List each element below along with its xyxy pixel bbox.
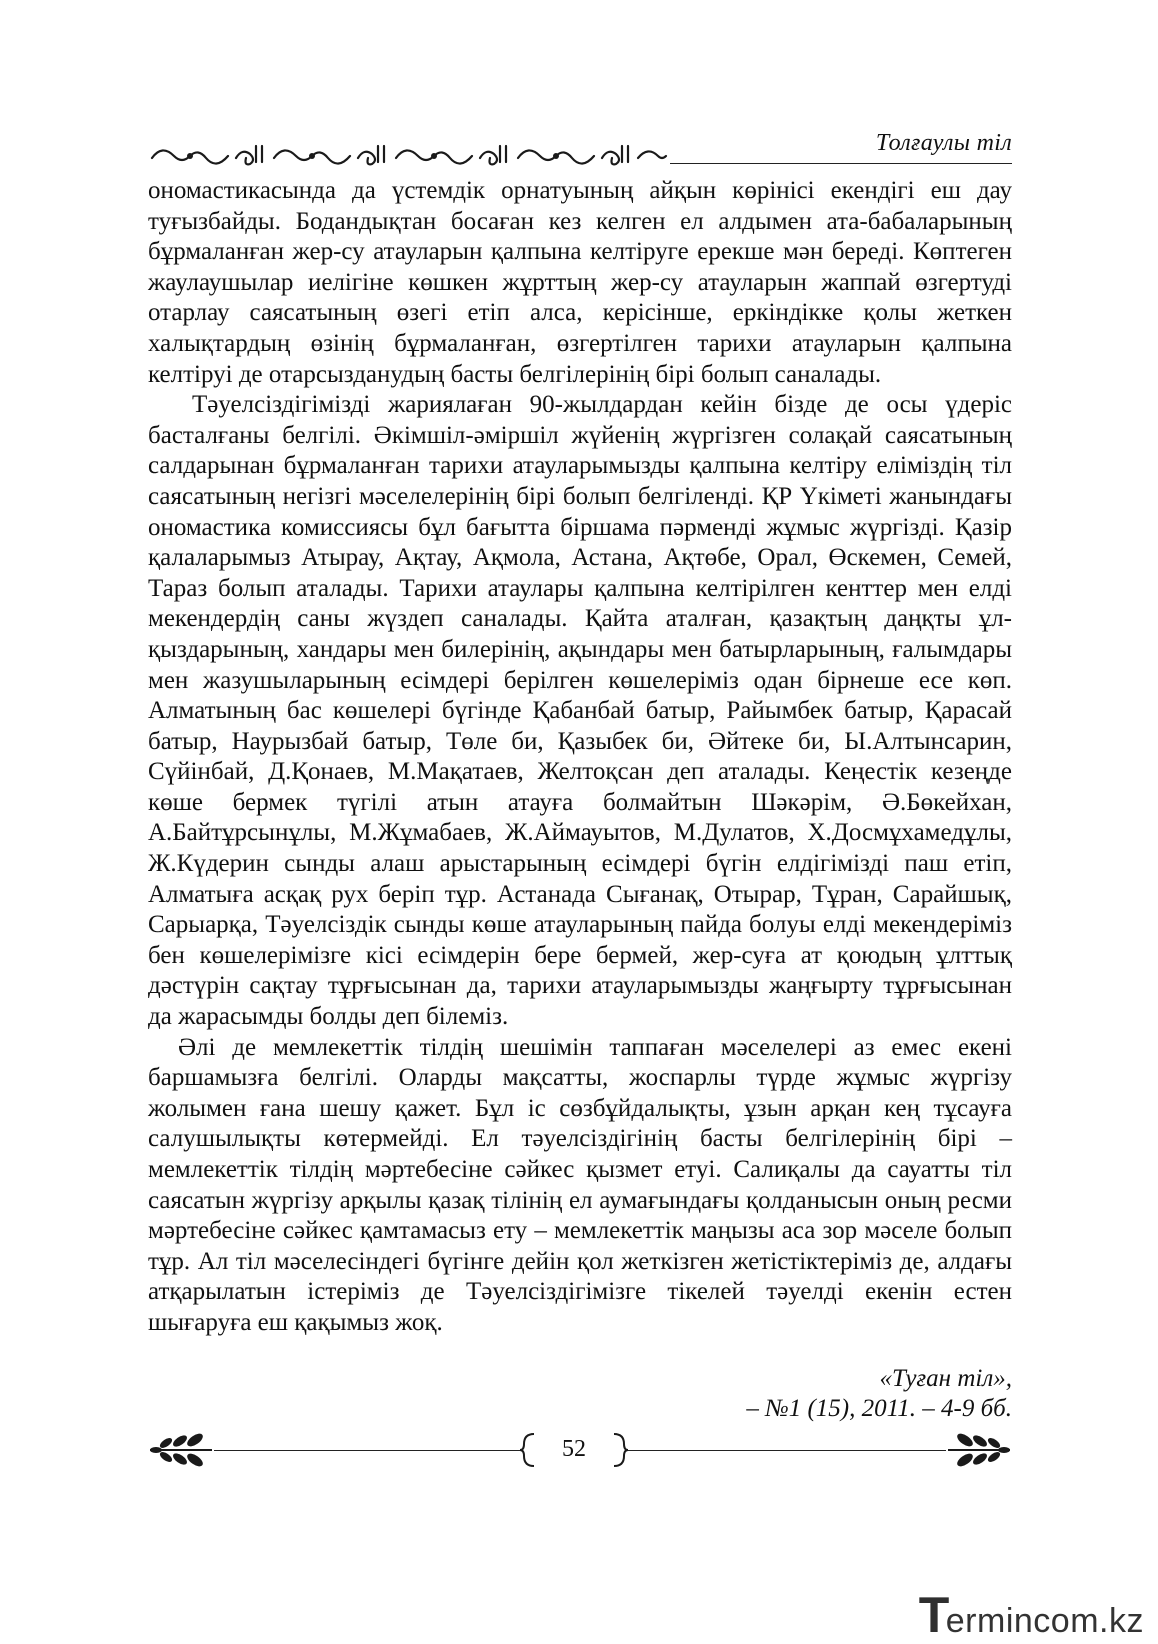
watermark-logo — [919, 1586, 1144, 1644]
source-issue: – №1 (15), 2011. – 4-9 бб. — [746, 1395, 1012, 1422]
header-rule — [670, 163, 1012, 164]
paragraph-3: Әлі де мемлекеттік тілдің шешімін таппаған мәселелері аз емес екені баршамызға белгілі. Оларды мақсатты, жоспарлы түрде жұмыс жүргізу жолымен ғана шешу қажет. Бұл іс сөзбұйдалықты, ұзын арқан кең тұсауға салушылықты көтермейді. Ел тәуелсіздігінің басты белгілерінің бірі – мемлекеттік тілдің мәртебесіне сәйкес қызмет етуі. Салиқалы да сауатты тіл саясатын жүргізу арқылы қазақ тілінің ел аумағындағы қолданысын оның ресми мәртебесіне сәйкес қамтамасыз ету – мемлекеттік маңызы аса зор мәселе болып тұр. Ал тіл мәселесіндегі бүгінге дейін қол жеткізген жетістіктеріміз де, алдағы атқарылатын істеріміз де Тәуелсіздігімізге тікелей тәуелді екенін естен шығаруға еш қақымыз жоқ. — [148, 1033, 1012, 1336]
watermark-tail: m.kz — [1070, 1602, 1144, 1640]
watermark-o: o — [1050, 1602, 1071, 1640]
paragraph-2: Тәуелсіздігімізді жариялаған 90-жылдардан кейін бізде де осы үдеріс басталғаны белгілі. Әкімшіл-әміршіл жүйенің жүргізген солақай саясатының салдарынан бұрмаланған тарихи атауларымызды қалпына келтіру еліміздің тіл саясатының негізгі мәселелерінің бірі болып белгіленді. ҚР Үкіметі жанындағы ономастика комиссиясы бұл бағытта біршама пәрменді жұмыс жүргізді. Қазір қалаларымыз Атырау, Ақтау, Ақмола, Астана, Ақтөбе, Орал, Өскемен, Семей, Тараз болып аталады. Тарихи атаулары қалпына келтірілген кенттер мен елді мекендердің саны жүздеп саналады. Қайта аталған, қазақтың даңқты ұл-қыздарының, хандары мен билерінің, ақындары мен батырларының, ғалымдары мен жазушыларының есімдері берілген көшелеріміз одан бірнеше есе көп. Алматының бас көшелері бүгінде Қабанбай батыр, Райымбек батыр, Қарасай батыр, Наурызбай батыр, Төле би, Қазыбек би, Әйтеке би, Ы.Алтынсарин, Сүйінбай, Д.Қонаев, М.Мақатаев, Желтоқсан деп аталады. Кеңестік кезеңде көше бермек түгілі атын атауға болмайтын Шәкәрім, Ә.Бөкейхан, А.Байтұрсынұлы, М.Жұмабаев, Ж.Аймауытов, М.Дулатов, Х.Досмұхамедұлы, Ж.Күдерин сынды алаш арыстарының есімдері бүгін елдігімізді паш етіп, Алматыға асқақ рух беріп тұр. Астанада Сығанақ, Отырар, Тұран, Сарайшық, Сарыарқа, Тәуелсіздік сынды көше атауларының пайда болуы елді мекендеріміз бен көшелерімізге кісі есімдерін бере бермей, жер-суға ат қоюдың ұлттық дәстүрін сақтау тұрғысынан да, тарихи атауларымызды жаңғырту тұрғысынан да жарасымды болды деп білеміз. — [148, 391, 1012, 1031]
page-footer — [148, 1428, 1012, 1472]
watermark-first-letter: T — [918, 1587, 950, 1643]
leaf-sprig-icon — [946, 1432, 1012, 1468]
page-number: 52 — [562, 1436, 586, 1462]
article-body — [148, 176, 1012, 1339]
scroll-vine-ornament-icon — [148, 138, 668, 170]
watermark-text: erminc — [945, 1602, 1051, 1640]
footer-rule-right — [628, 1450, 946, 1451]
running-header-title: Толғаулы тіл — [875, 130, 1012, 156]
leaf-sprig-icon — [148, 1432, 214, 1468]
footer-rule-left — [214, 1450, 520, 1451]
source-journal: «Туған тіл», — [879, 1365, 1012, 1392]
source-citation — [746, 1364, 1012, 1424]
paragraph-1: ономастикасында да үстемдік орнатуының айқын көрінісі екендігі еш дау туғызбайды. Бодандықтан босаған кез келген ел алдымен ата-бабаларының бұрмаланған жер-су атауларын қалпына келтіруге ерекше мән береді. Көптеген жаулаушылар иелігіне көшкен жұрттың жер-су атауларын жаппай өзгертуді отарлау саясатының өзегі етіп алса, керісінше, еркіндікке қолы жеткен халықтардың өзінің бұрмаланған, өзгертілген тарихи атауларын қалпына келтіруі де отарсызданудың басты белгілерінің бірі болып саналады. — [148, 177, 1012, 388]
